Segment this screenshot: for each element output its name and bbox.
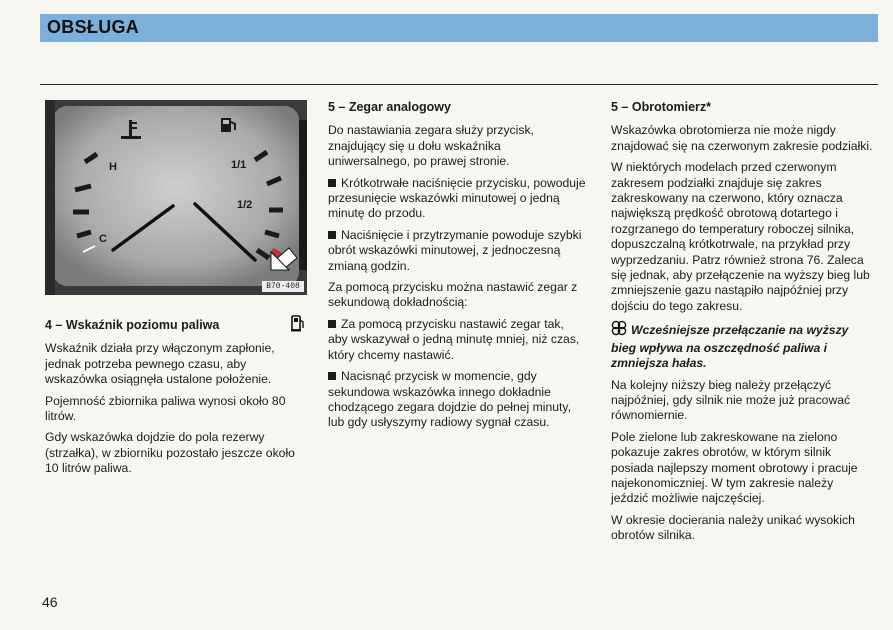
bullet-text: Za pomocą przycisku nastawić zegar tak, aby wskazywał o jedną minutę mniej, niż czas, który chcemy nastawić. [328,316,580,362]
bullet-square-icon [328,320,336,328]
analog-clock-heading: 5 – Zegar analogowy [328,100,451,114]
fuel-gauge-heading [45,318,305,333]
bullet-text: Nacisnąć przycisk w momencie, gdy sekundowa wskazówka innego dokładnie chodzącego zegara dojdzie do pełnej minuty, lub gdy usłyszymy radiowy sygnał czasu. [328,369,572,430]
bullet-item [328,176,586,222]
gauge-full-label: 1/1 [231,159,247,171]
paragraph: Pole zielone lub zakreskowane na zielono pokazuje zakres obrotów, w którym silnik posiada najlepszy moment obrotowy i pracuje najekonomiczniej. W tym zakresie należy jeździć możliwie najczęściej. [611,429,858,506]
bullet-text: Krótkotrwałe naciśnięcie przycisku, powoduje przesunięcie wskazówki minutowej o jedną minutę do przodu. [328,175,586,221]
paragraph: Na kolejny niższy bieg należy przełączyć najpóźniej, gdy silnik nie może już pracować równomiernie. [611,377,851,423]
eco-note-text: Wcześniejsze przełączanie na wyższy bieg wpływa na oszczędność paliwa i zmniejsza hałas. [611,323,849,371]
tachometer-heading: 5 – Obrotomierz* [611,100,712,114]
gauge-half-label: 1/2 [237,199,253,211]
figure-code: B70-408 [262,281,304,292]
tachometer-section [611,100,873,550]
paragraph: Pojemność zbiornika paliwa wynosi około 80 litrów. [45,393,286,424]
environment-note-icon [611,320,627,340]
bullet-square-icon [328,179,336,187]
eco-note [611,320,873,371]
gauge-hot-label: H [109,161,117,173]
section-header-bar [40,14,878,42]
bullet-item [328,369,586,431]
bullet-item [328,228,586,274]
fuel-gauge-heading-text: 4 – Wskaźnik poziomu paliwa [45,318,220,332]
gauge-cluster-photo [45,100,307,295]
bullet-square-icon [328,231,336,239]
paragraph: W niektórych modelach przed czerwonym zakresem podziałki znajduje się zakres zakreskowany na czerwono, który oznacza największą prędkość obrotową dotartego i rozgrzanego do temperatury roboczej silnika, dopuszczalną krótkotrwale, na przykład przy wyprzedzaniu. Patrz również strona 76. Zaleca się jednak, aby przełączenie na wyższy bieg lub zmniejszenie gazu nastąpiło najpóźniej przy dojściu do tego zakresu. [611,160,870,313]
section-title: OBSŁUGA [47,17,140,37]
bullet-square-icon [328,372,336,380]
paragraph: Wskazówka obrotomierza nie może nigdy znajdować się na czerwonym zakresie podziałki. [611,123,873,153]
header-divider [40,84,878,85]
fuel-gauge-section [45,318,305,483]
paragraph: W okresie docierania należy unikać wysokich obrotów silnika. [611,512,855,543]
gauge-cluster-drawing [45,100,307,295]
paragraph: Za pomocą przycisku można nastawić zegar z sekundową dokładnością: [328,280,578,310]
paragraph: Do nastawiania zegara służy przycisk, znajdujący się u dołu wskaźnika uniwersalnego, po prawej stronie. [328,123,534,169]
page-number: 46 [42,594,58,610]
analog-clock-section [328,100,586,437]
gauge-cold-label: C [99,233,107,245]
paragraph: Gdy wskazówka dojdzie do pola rezerwy (strzałka), w zbiorniku pozostało jeszcze około 10 litrów paliwa. [45,430,295,476]
paragraph: Wskaźnik działa przy włączonym zapłonie, jednak potrzeba pewnego czasu, aby wskazówka osiągnęła ustalone położenie. [45,341,275,387]
fuel-pump-icon [291,314,305,336]
bullet-item [328,317,586,363]
bullet-text: Naciśnięcie i przytrzymanie powoduje szybki obrót wskazówki minutowej, z jednoczesną zmianą godzin. [328,227,582,273]
